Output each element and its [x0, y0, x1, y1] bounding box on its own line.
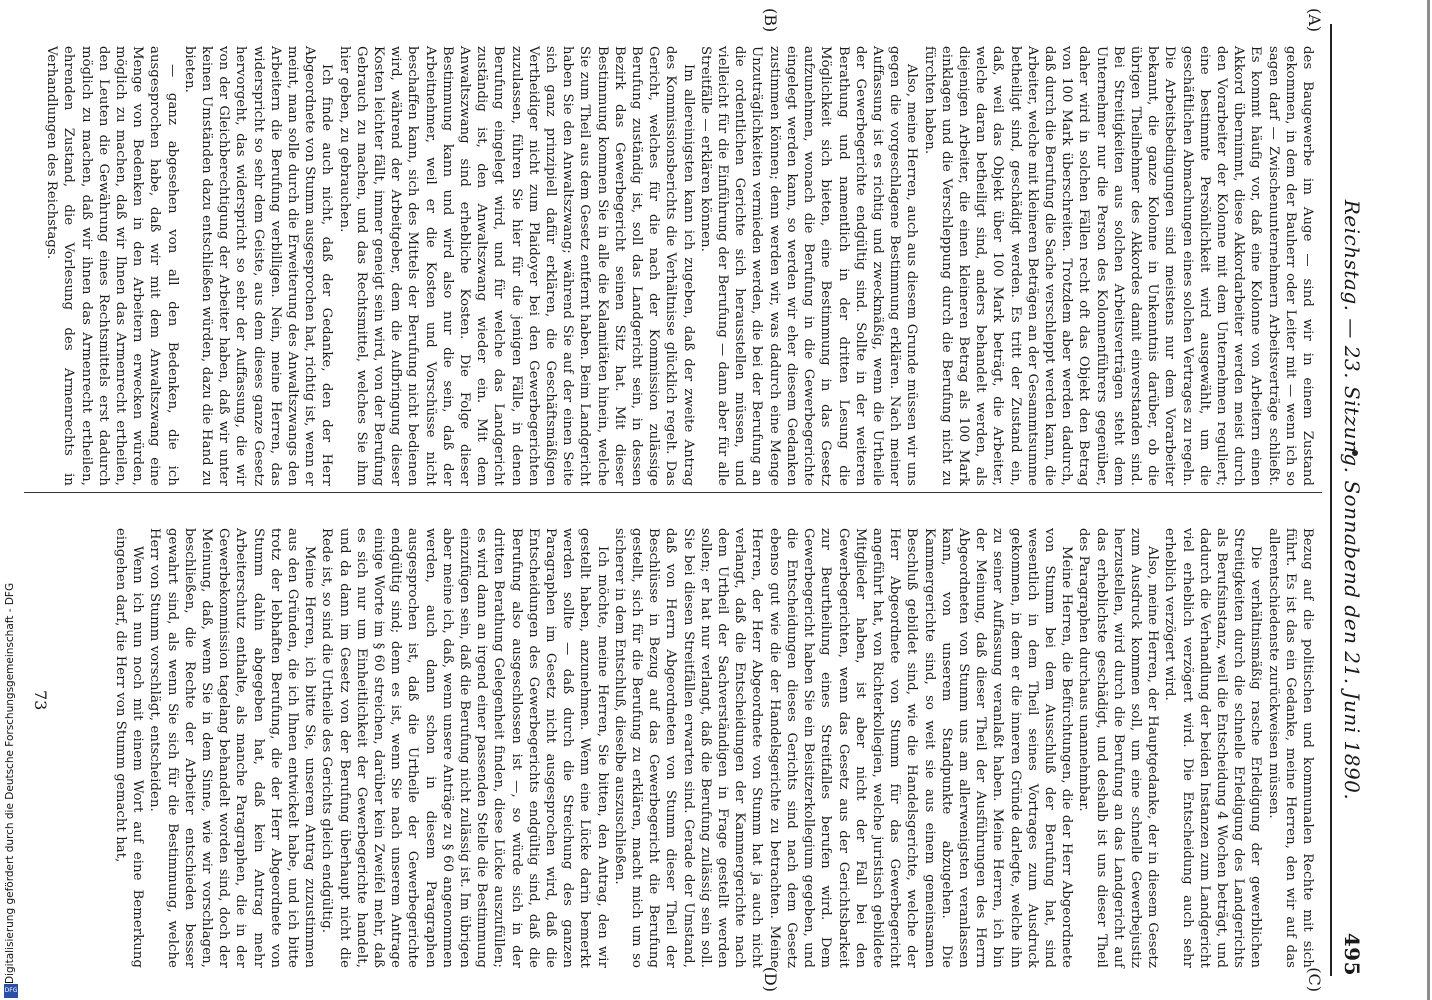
paragraph: Die verhältnismäßig rasche Erledigung der gewerblichen Streitigkeiten durch die schnelle Erledigung des Landgerichts als Berufsinstanz, weil die Entscheidung 4 Wochen beträgt, und dadurch die Verhandlung der beiden Instanzen zum Landgericht viel erheblich verzögert wird. Die Entscheidung auch sehr erheblich verzögert wird. — [1162, 528, 1264, 968]
dfg-logo: DFG — [4, 984, 18, 998]
digitization-credit-strip — [2, 0, 18, 1000]
paragraph: Wenn ich nun noch mit einem Wort auf eine Bemerkung eingehen darf, die Herr von Stumm gemacht hat, — [112, 528, 146, 968]
paragraph: Ich finde auch nicht, daß der Gedanke, den der Herr Abgeordnete von Stumm ausgesprochen hat, richtig ist, wenn er meint, man solle durch die Erweiterung des Anwaltszwangs den Arbeitern die Berufung verbilligen. Nein, meine Herren, das widerspricht so sehr dem Geiste, aus dem dieses ganze Gesetz hervorgeht, das widerspricht so sehr der Auffassung, die wir von der Gleichberechtigung der Arbeiter haben, daß wir unter keinen Umständen dazu entschließen würden, dazu die Hand zu bieten. — [181, 46, 335, 486]
column-separator — [24, 492, 1322, 493]
paragraph: Also, meine Herren, auch aus diesem Grunde müssen wir uns gegen die vorgeschlagene Bestimmung erklären. Nach meiner Auffassung ist es richtig und zweckmäßig, wenn die Urtheile der Gewerbegerichte endgültig sind. Sollte in der weiteren Berathung und namentlich in der dritten Lesung die Möglichkeit sich bieten, eine Bestimmung in das Gesetz aufzunehmen, wonach die Berufung in die Gewerbegerichte eingelegt werden kann, so werden wir eher diesem Gedanken zustimmen können; denn werden wir, was dadurch eine Menge Unzuträglichkeiten vermieden werden, die bei der Berufung an die ordentlichen Gerichte sich herausstellen müssen, und vielleicht für die Einführung der Berufung — dann aber für alle Streitfälle — erklären können. — [697, 46, 920, 486]
margin-marker-a: (A) — [1305, 8, 1324, 33]
left-column — [43, 46, 1316, 486]
scan-edge — [1427, 0, 1430, 1000]
margin-marker-d: (D) — [761, 966, 780, 992]
running-title: Reichstag. — 23. Sitzung. Sonnabend den 21. Juni 1890. — [1340, 199, 1364, 801]
page-signature: 73 — [31, 690, 50, 711]
paragraph: Meine Herren, ich bitte Sie, unserem Antrag zuzustimmen aus den Gründen, die ich Ihnen entwickelt habe, und ich bitte trotz der lebhaften Berufung, die der Herr Abgeordnete von Stumm dahin abgegeben hat, daß kein Antrag mehr Arbeiterschutz enthalte, als manche Paragraphen, die in der Gewerbekommission tagelang behandelt worden sind, doch der Meinung, daß, wenn Sie in dem Sinne, wie wir vorschlagen, beschließen, die Rechte der Arbeiter entschieden besser gewahrt sind, als wenn Sie sich für die Bestimmung, welche Herr von Stumm vorschlägt, entscheiden. — [147, 528, 318, 968]
margin-marker-c: (C) — [1305, 967, 1324, 992]
paragraph: Also, meine Herren, der Hauptgedanke, der in diesem Gesetz zum Ausdruck kommen soll, um eine schnelle Gewerbejustiz herzustellen, wird durch die Berufung an das Landgericht auf das erheblichste geschädigt, und deshalb ist uns dieser Theil des Paragraphen durchaus unannehmbar. — [1076, 528, 1161, 968]
paragraph: Ich möchte, meine Herren, Sie bitten, den Antrag, den wir gestellt haben, anzunehmen. Wenn eine Lücke darin bemerkt werden sollte — daß durch die Streichung des ganzen Paragraphen im Gesetz nicht ausgesprochen wird, daß die Entscheidungen des Gewerbegerichts endgültig sind, daß die Berufung also ausgeschlossen ist —, so würde sich in der dritten Berathung Gelegenheit finden, diese Lücke auszufüllen; es wird dann an irgend einer passenden Stelle die Bestimmung einzufügen sein, daß die Berufung nicht zulässig ist. Im übrigen aber meine ich, daß, wenn unsere Anträge zu § 60 angenommen werden, auch dann schon in diesem Paragraphen ausgesprochen ist, daß die Urtheile der Gewerbegerichte endgültig sind; denn es ist, wenn Sie nach unserem Antrage einige Worte im § 60 streichen, darüber kein Zweifel mehr, daß es sich nur um Einheitlichkeit der Gewerbegerichte handelt, und da dann im Gesetz von der Berufung überhaupt nicht die Rede ist, so sind die Urtheile des Gerichts gleich endgültig. — [319, 528, 610, 968]
paragraph: des Baugewerbe im Auge — sind wir in einem Zustand gekommen, in dem der Bauherr oder Leiter mit — wenn ich so sagen darf — Zwischenunternehmern Arbeitsverträge schließt. Es kommt häufig vor, daß eine Kolonne von Arbeitern einen Akkord übernimmt, diese Akkordarbeiter werden meist durch den Vorarbeiter der Kolonne mit dem Unternehmen reguliert; eine bestimmte Persönlichkeit wird ausgewählt, um die geschäftlichen Abmachungen eines solchen Vertrages zu regeln. Die Arbeitsbedingungen sind meistens nur dem Vorarbeiter bekannt, die ganze Kolonne in Unkenntnis darüber, ob die übrigen Theilnehmer des Akkordes damit einverstanden sind. Bei Streitigkeiten aus solchen Arbeitsverträgen steht dem Unternehmer nur die Person des Kolonnenführers gegenüber, daher wird in solchen Fällen recht oft das Objekt den Betrag von 100 Mark überschreiten. Trotzdem aber werden dadurch, daß durch die Berufung die Sache verschleppt werden kann, die Arbeiter, welche mit kleineren Beträgen an der Gesammtsumme betheiligt sind, geschädigt werden. Es tritt der Zustand ein, daß, weil das Objekt über 100 Mark beträgt, die Arbeiter, welche daran betheiligt sind, anders behandelt werden, als diejenigen Arbeiter, die einen kleineren Betrag als 100 Mark einklagen und die Verschleppung durch die Berufung nicht zu fürchten haben. — [921, 46, 1315, 486]
paragraph: — ganz abgesehen von all den Bedenken, die ich ausgesprochen habe, daß wir mit dem Anwaltszwang eine Menge von Bedenken in den Arbeitern erwecken würden, möglich zu machen, daß wir Ihnen das Armenrecht ertheilen, den Leuten die Gewährung eines Rechtsmittels erst dadurch möglich zu machen, daß wir ihnen das Armenrecht ertheilen, ehrenden Zustand, die Vorlesung des Armenrechts in Verhandlungen des Reichstags. — [44, 46, 180, 486]
header-rule — [1330, 24, 1332, 976]
margin-marker-b: (B) — [761, 8, 780, 33]
paragraph: Bezug auf die politischen und kommunalen Rechte mit sich führt. Es ist das ein Gedanke, meine Herren, den wir auf das allerentschiedenste zurückweisen müssen. — [1265, 528, 1315, 968]
paragraph: Im allereinigsten kann ich zugeben, daß der zweite Antrag des Kommissionsberichts die Verhältnisse glücklich regelt. Das Gericht, welches für die nach der Kommission zulässige Berufung zuständig ist, soll das Landgericht sein, in dessen Bezirk das Gewerbegericht seinen Sitz hat. Mit dieser Bestimmung kommen Sie in alle die Kalamitäten hinein, welche Sie zum Theil aus dem Gesetz entfernt haben. Beim Landgericht haben Sie den Anwaltszwang; während Sie auf der einen Seite sich ganz prinzipiell dafür erklären, die Geschäftsmäßigen Vertheidiger nicht zum Plaidoyer bei den Gewerbegerichten zuzulassen, führen Sie hier für die jenigen Fälle, in denen Berufung eingelegt wird, und für welche das Landgericht zuständig ist, den Anwaltszwang wieder ein. Mit dem Anwaltszwang sind erhebliche Kosten. Die Folge dieser Bestimmung kann und wird also nur die sein, daß der Arbeitnehmer, weil er die Kosten und Vorschüsse nicht beschaffen kann, sich des Mittels der Berufung nicht bedienen wird, während der Arbeitgeber, dem die Aufbringung dieser Kosten leichter fällt, immer geneigt sein wird, von der Berufung Gebrauch zu machen, und das Rechtsmittel, welches Sie ihm hier geben, zu gebrauchen. — [336, 46, 696, 486]
right-column — [112, 528, 1316, 968]
digitization-credit: Digitalisierung gefördert durch die Deutsche Forschungsgemeinschaft - DFG — [4, 582, 16, 984]
paragraph: Meine Herren, die Befürchtungen, die der Herr Abgeordnete von Stumm bei dem Ausschluß der Berufung hat, sind wesentlich in dem Theil seines Vortrages zum Ausdruck gekommen, in dem er die inneren Gründe darlegte, welche ihn zu seiner Auffassung veranlaßt haben. Meine Herren, ich bin der Meinung, daß dieser Theil der Ausführungen des Herrn Abgeordneten von Stumm uns am allerwenigsten veranlassen kann, von unserem Standpunkte abzugehen. Die Kammergerichte sind, so weit sie aus einem gemeinsamen Beschluß gebildet sind, wie die Handelsgerichte, welche der Herr Abgeordnete von Stumm für das Gewerbegericht angeführt hat, von Richterkollegien, welche juristisch gebildete Mitglieder haben, ist aber nicht der Fall bei den Gewerbegerichten, wenn das Gesetz aus der Gerichtsbarkeit zur Beurtheilung eines Streitfalles berufen wird. Dem Gewerbegericht haben Sie ein Beisitzerkollegium gegeben, und die Entscheidungen dieses Gerichts sind nach dem Gesetz ebenso gut wie die der Handelsgerichte zu betrachten. Meine Herren, der Herr Abgeordnete von Stumm hat ja auch nicht verlangt, daß die Entscheidungen der Kammergerichte nach dem Urtheil der Sachverständigen in Frage gestellt werden sollen; er hat nur verlangt, daß die Berufung zulässig sein soll. Sie bei diesen Streitfällen erwarten sind. Gerade der Umstand, daß von Herrn Abgeordneten von Stumm dieser Theil der Beschlüsse in Bezug auf das Gewerbegericht die Berufung gestellt, sich für die Berufung zu erklären, macht mich um so sicherer in dem Entschluß, dieselbe auszuschließen. — [611, 528, 1075, 968]
page-header — [1332, 24, 1372, 976]
page-number: 495 — [1340, 932, 1364, 976]
